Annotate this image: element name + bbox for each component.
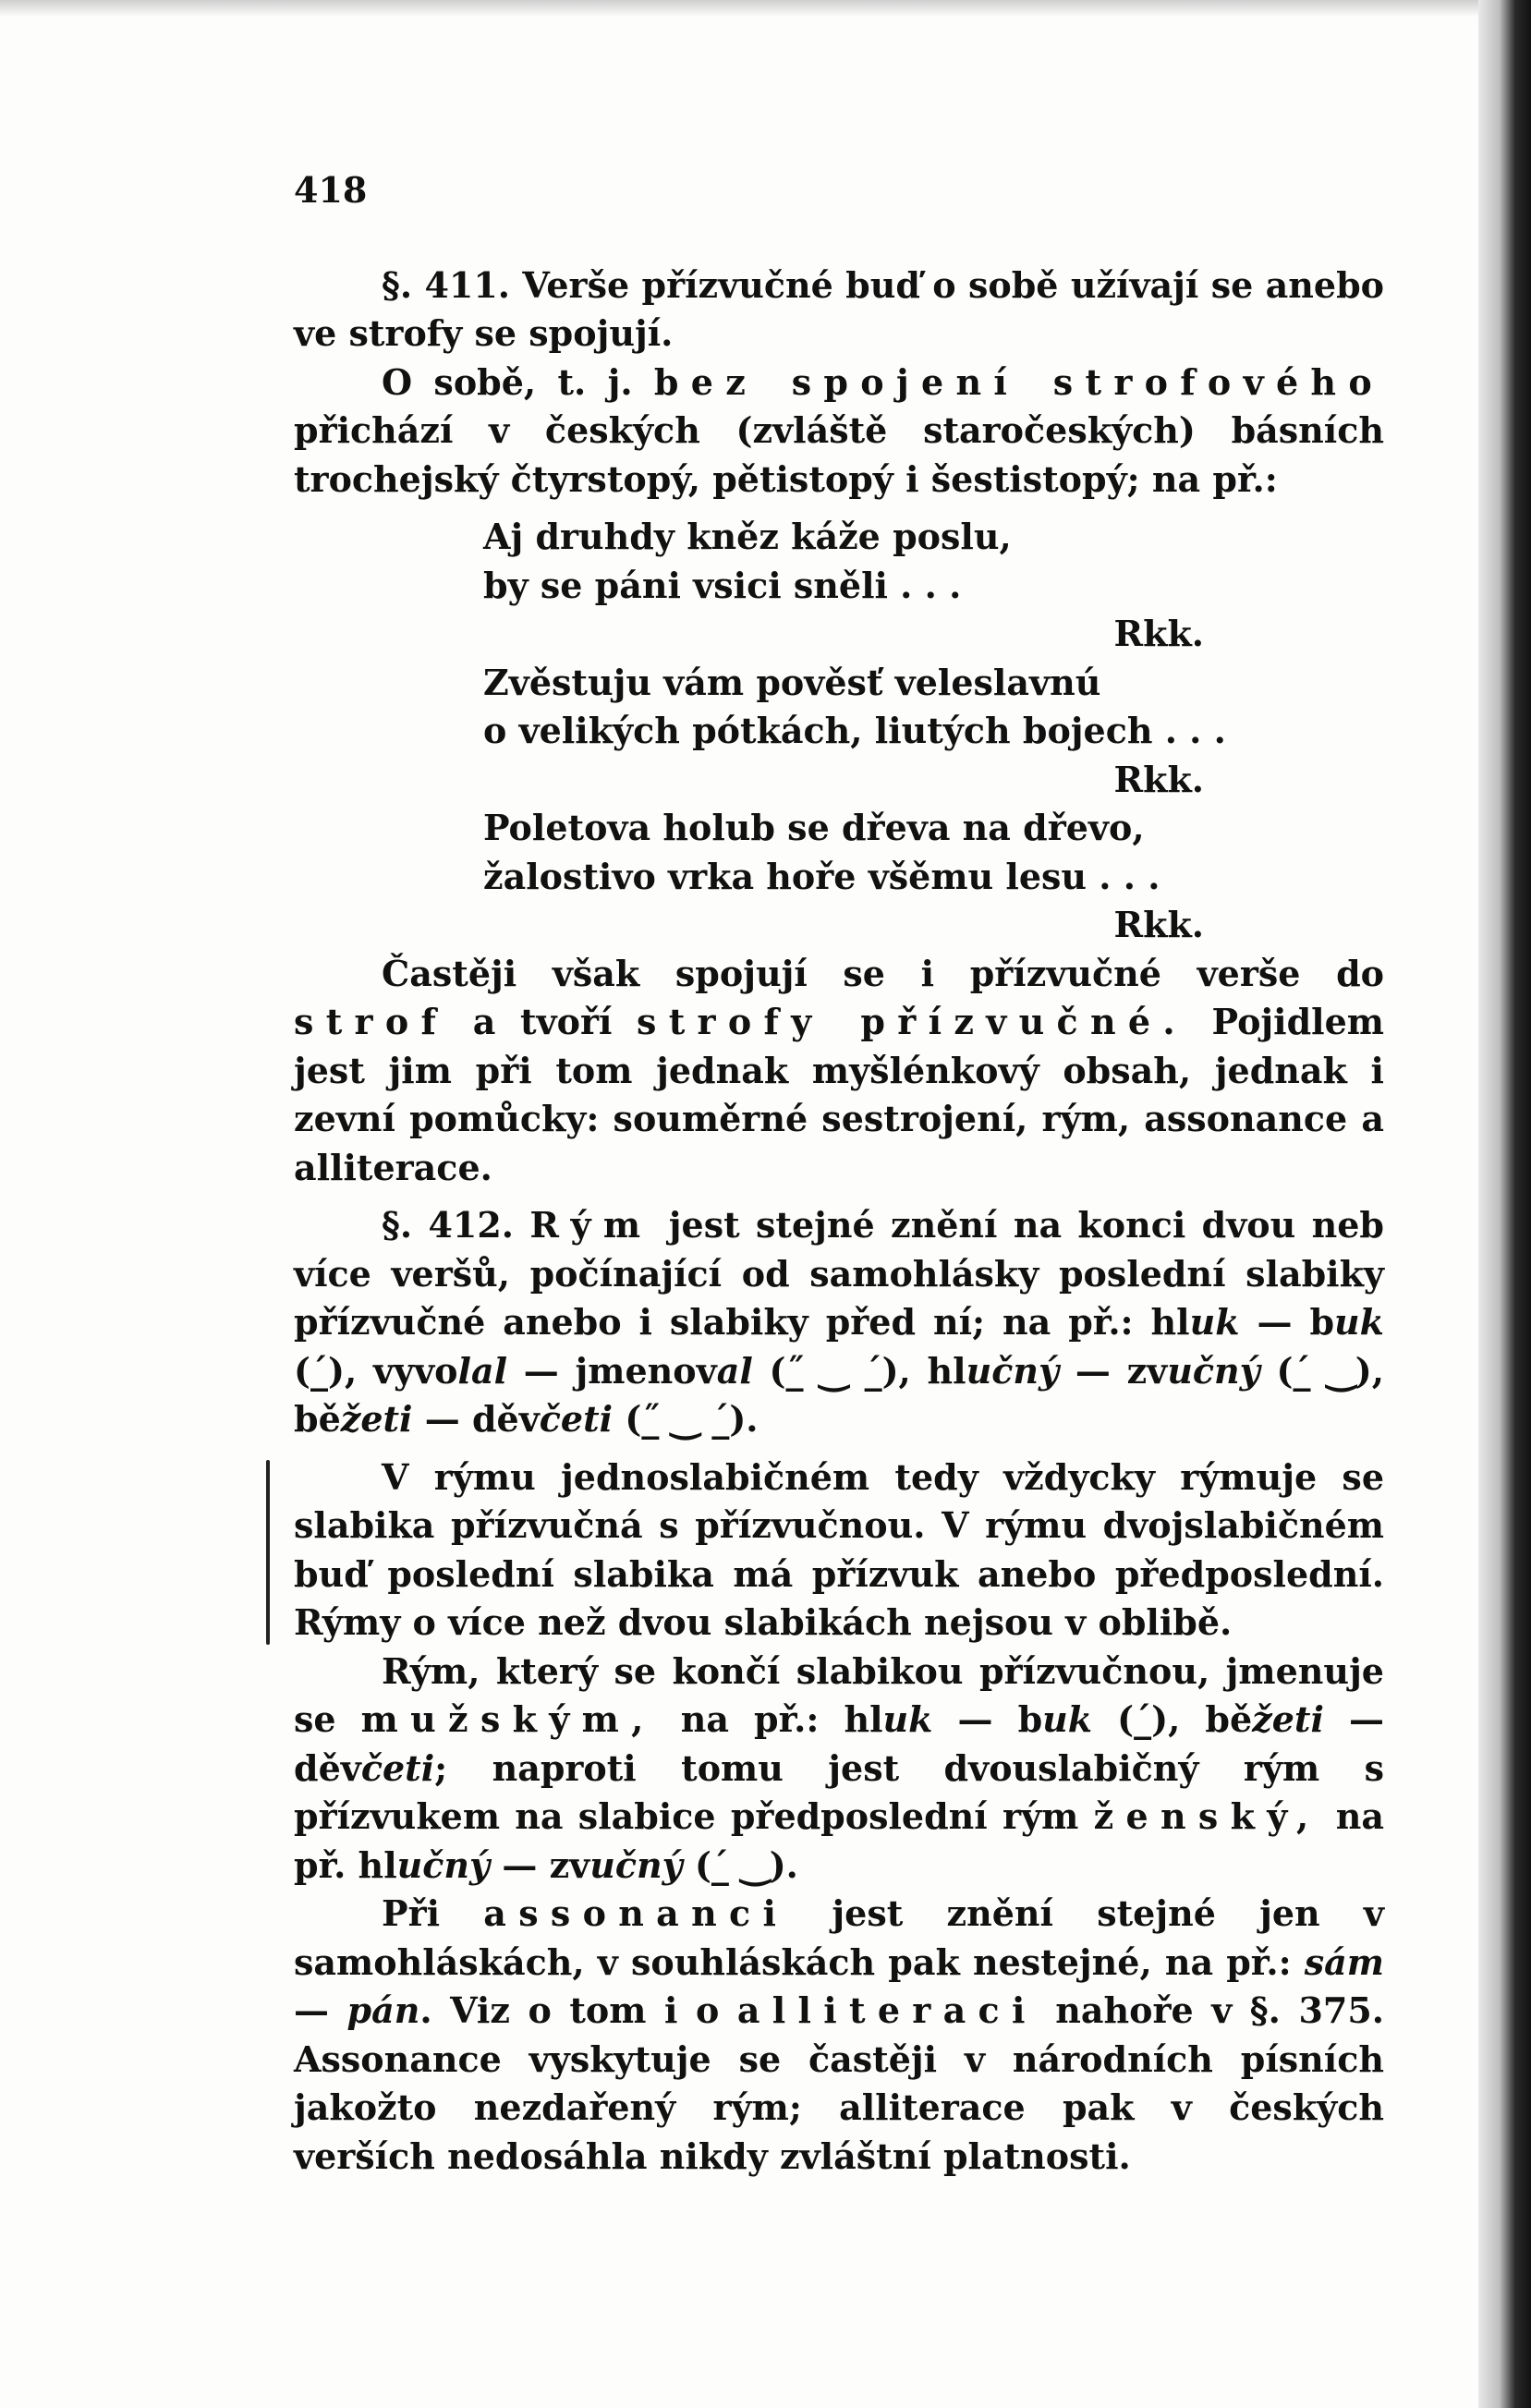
poem-source: Rkk. — [1113, 613, 1204, 654]
strofy-paragraph: Častěji však spojují se i přízvučné verše do strof a tvoří strofy přízvučné. Pojidlem jest jim při tom jednak myšlénkový obsah, jednak i zevní pomůcky: souměrné sestrojení, rým, assonance a alliterace. — [294, 952, 1384, 1188]
assonance-paragraph: Při assonanci jest znění stejné jen v samohláskách, v souhláskách pak nestejné, na př.: sám — pán. Viz o tom i o alliteraci nahoře v §. 375. Assonance vyskytuje se častěji v národních písních jakožto nezdařený rým; alliterace pak v českých verších nedosáhla nikdy zvláštní platnosti. — [294, 1892, 1385, 2177]
poem-line: o velikých pótkách, liutých bojech . . . — [483, 710, 1226, 751]
section-412-paragraph: §. 412. Rým jest stejné znění na konci dvou neb více veršů, počínající od samohlásky poslední slabiky přízvučné anebo i slabiky před ní; na př.: hluk — buk (_́), vyvolal — jmenoval (_̋ ‿ _́), hlučný — zvučný (_́ ‿), běžeti — děvčeti (_̋ ‿ _́). — [294, 1204, 1384, 1440]
rym-paragraph: V rýmu jednoslabičném tedy vždycky rýmuje se slabika přízvučná s přízvučnou. V rýmu dvojslabičném buď poslední slabika má přízvuk anebo předposlední. Rýmy o více než dvou slabikách nejsou v oblibě. — [294, 1455, 1384, 1643]
poem-line: Zvěstuju vám pověsť veleslavnú — [483, 661, 1101, 703]
margin-bracket-mark — [266, 1460, 270, 1645]
poem-source: Rkk. — [1113, 904, 1204, 945]
poem-line: žalostivo vrka hoře všěmu lesu . . . — [483, 855, 1160, 897]
section-411-paragraph: §. 411. Verše přízvučné buď o sobě užívají se anebo ve strofy se spojují. — [294, 263, 1384, 354]
poem-examples — [483, 513, 1226, 950]
page-number: 418 — [294, 169, 368, 211]
poem-source: Rkk. — [1113, 758, 1204, 800]
page-content — [294, 166, 1384, 2181]
page-top-edge — [0, 0, 1478, 17]
poem-line: Aj druhdy kněz káže poslu, — [483, 516, 1012, 557]
section-411-paragraph-2: O sobě, t. j. bez spojení strofového přichází v českých (zvláště staročeských) básních trochejský čtyrstopý, pětistopý i šestistopý; na př.: — [294, 360, 1385, 500]
poem-line: by se páni vsici sněli . . . — [483, 564, 962, 606]
rym-gender-paragraph: Rým, který se končí slabikou přízvučnou, jmenuje se mužským, na př.: hluk — buk (_́), běžeti — děvčeti; naproti tomu jest dvouslabičný rým s přízvukem na slabice předposlední rým ženský, na př. hlučný — zvučný (_́ ‿). — [294, 1649, 1385, 1886]
poem-line: Poletova holub se dřeva na dřevo, — [483, 807, 1145, 848]
page-binding-edge — [1478, 0, 1531, 2408]
